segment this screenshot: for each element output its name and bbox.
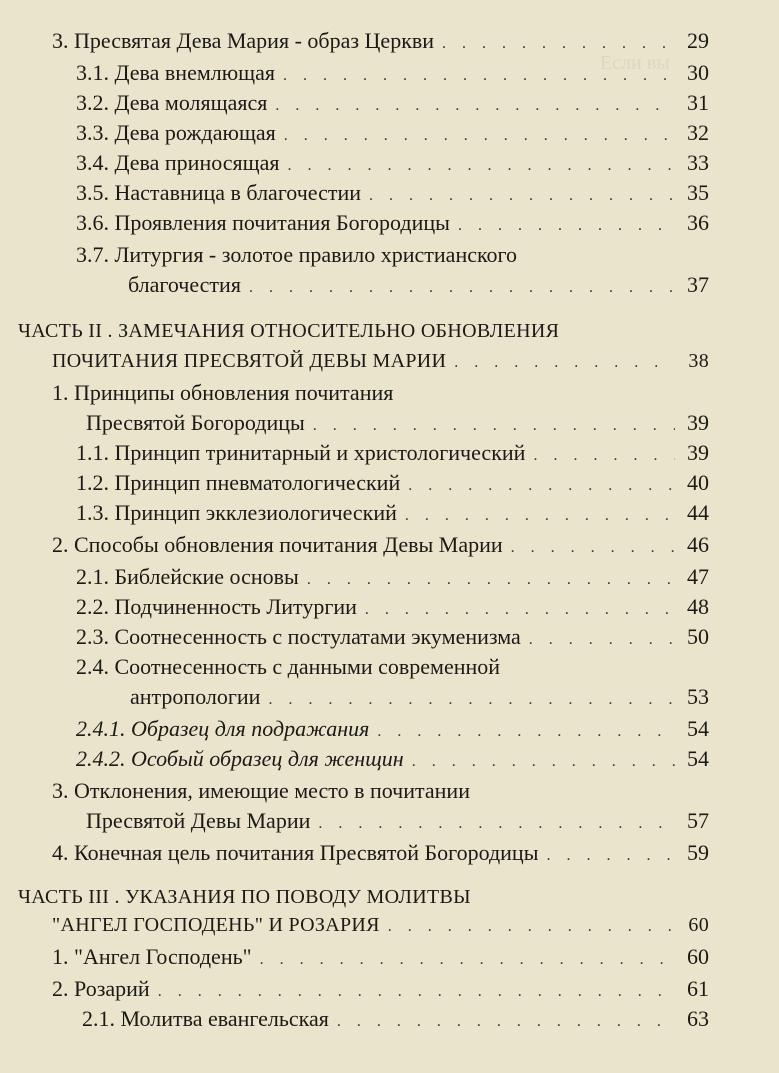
toc-page-number: 35 — [687, 180, 709, 205]
toc-entry-title: 2.1. Библейские основы — [76, 564, 299, 589]
toc-line — [52, 976, 709, 1005]
toc-entry-title: антропологии — [130, 684, 261, 709]
toc-line — [76, 654, 709, 680]
bleed-through-text: Если вы — [600, 52, 670, 74]
toc-line — [76, 564, 709, 593]
toc-entry-title: 3.6. Проявления почитания Богородицы — [76, 210, 450, 235]
dot-leader — [412, 749, 675, 775]
dot-leader — [405, 503, 675, 529]
toc-entry-title: 2. Розарий — [52, 976, 150, 1001]
toc-entry-title: 1. Принципы обновления почитания — [52, 380, 394, 405]
dot-leader — [388, 914, 675, 940]
toc-line — [18, 884, 709, 910]
toc-page-number: 63 — [687, 1006, 709, 1031]
toc-entry-title: 3.1. Дева внемлющая — [76, 60, 275, 85]
toc-entry-title: 3.4. Дева приносящая — [76, 150, 280, 175]
dot-leader — [454, 350, 675, 376]
toc-page-number: 57 — [687, 808, 709, 833]
dot-leader — [275, 93, 675, 119]
toc-page-number: 54 — [687, 746, 709, 771]
toc-line — [76, 60, 709, 89]
toc-entry-title: 2.3. Соотнесенность с постулатами экуменизма — [76, 624, 521, 649]
toc-page-number: 46 — [687, 532, 709, 557]
dot-leader — [283, 63, 675, 89]
toc-page-number: 36 — [687, 210, 709, 235]
toc-line — [86, 808, 709, 837]
toc-line — [82, 1006, 709, 1035]
toc-entry-title: 2.1. Молитва евангельская — [82, 1006, 329, 1031]
toc-entry-title: 3.7. Литургия - золотое правило христианского — [76, 242, 518, 267]
part-title: ЧАСТЬ III . УКАЗАНИЯ ПО ПОВОДУ МОЛИТВЫ — [18, 886, 471, 908]
toc-page-number: 39 — [687, 440, 709, 465]
toc-page-number: 37 — [687, 272, 709, 297]
toc-line — [52, 348, 709, 376]
dot-leader — [529, 627, 675, 653]
dot-leader — [377, 719, 675, 745]
dot-leader — [442, 31, 675, 57]
toc-entry-title: Пресвятой Богородицы — [86, 410, 305, 435]
toc-line — [76, 500, 709, 529]
toc-line — [52, 912, 709, 940]
dot-leader — [268, 687, 675, 713]
toc-line — [52, 778, 709, 804]
toc-page-number: 47 — [687, 564, 709, 589]
toc-line — [76, 440, 709, 469]
toc-page-number: 31 — [687, 90, 709, 115]
toc-entry-title: 3.5. Наставница в благочестии — [76, 180, 362, 205]
toc-line — [76, 746, 709, 775]
toc-page-number: 40 — [687, 470, 709, 495]
toc-page-number: 53 — [687, 684, 709, 709]
toc-line — [76, 470, 709, 499]
toc-line — [76, 624, 709, 653]
toc-line — [86, 410, 709, 439]
toc-page-number: 54 — [687, 716, 709, 741]
part-title: ПОЧИТАНИЯ ПРЕСВЯТОЙ ДЕВЫ МАРИИ — [52, 350, 447, 372]
dot-leader — [313, 413, 675, 439]
toc-entry-title: 2.4. Соотнесенность с данными современной — [76, 654, 501, 679]
toc-line — [76, 180, 709, 209]
toc-page-number: 30 — [687, 60, 709, 85]
toc-entry-title: 1.2. Принцип пневматологический — [76, 470, 401, 495]
toc-entry-title: 3.3. Дева рождающая — [76, 120, 276, 145]
toc-entry-title: 3. Отклонения, имеющие место в почитании — [52, 778, 470, 803]
toc-entry-title: 3. Пресвятая Дева Мария - образ Церкви — [52, 28, 435, 53]
dot-leader — [260, 947, 675, 973]
toc-page-number: 29 — [687, 28, 709, 53]
toc-entry-title: 2.2. Подчиненность Литургии — [76, 594, 357, 619]
toc-page-number: 61 — [687, 976, 709, 1001]
dot-leader — [533, 443, 675, 469]
dot-leader — [369, 183, 675, 209]
dot-leader — [546, 843, 675, 869]
dot-leader — [511, 535, 675, 561]
toc-line — [52, 28, 709, 57]
dot-leader — [318, 811, 675, 837]
toc-page-number: 60 — [688, 914, 709, 936]
toc-entry-title: 2.4.1. Образец для подражания — [76, 716, 370, 741]
dot-leader — [287, 153, 675, 179]
dot-leader — [158, 979, 675, 1005]
dot-leader — [249, 275, 675, 301]
toc-page-number: 50 — [687, 624, 709, 649]
dot-leader — [458, 213, 675, 239]
toc-line — [76, 716, 709, 745]
toc-entry-title: 2. Способы обновления почитания Девы Марии — [52, 532, 503, 557]
dot-leader — [337, 1009, 675, 1035]
toc-line — [52, 840, 709, 869]
toc-entry-title: 1.3. Принцип экклезиологический — [76, 500, 397, 525]
toc-entry-title: 3.2. Дева молящаяся — [76, 90, 268, 115]
dot-leader — [408, 473, 675, 499]
toc-line — [76, 242, 709, 268]
toc-page-number: 48 — [687, 594, 709, 619]
dot-leader — [365, 597, 675, 623]
toc-line — [18, 318, 709, 344]
toc-entry-title: благочестия — [128, 272, 241, 297]
toc-page-number: 32 — [687, 120, 709, 145]
toc-line — [52, 380, 709, 406]
toc-entry-title: 4. Конечная цель почитания Пресвятой Богородицы — [52, 840, 539, 865]
part-title: ЧАСТЬ II . ЗАМЕЧАНИЯ ОТНОСИТЕЛЬНО ОБНОВЛЕНИЯ — [18, 320, 560, 342]
toc-line — [52, 944, 709, 973]
toc-page-number: 38 — [688, 350, 709, 372]
toc-line — [52, 532, 709, 561]
toc-page-number: 39 — [687, 410, 709, 435]
toc-page-number: 59 — [687, 840, 709, 865]
toc-page-number: 60 — [687, 944, 709, 969]
toc-line — [76, 90, 709, 119]
toc-entry-title: 1.1. Принцип тринитарный и христологический — [76, 440, 526, 465]
toc-line — [76, 120, 709, 149]
toc-page-number: 33 — [687, 150, 709, 175]
part-title: "АНГЕЛ ГОСПОДЕНЬ" И РОЗАРИЯ — [52, 914, 380, 936]
toc-line — [128, 272, 709, 301]
toc-entry-title: Пресвятой Девы Марии — [86, 808, 311, 833]
toc-entry-title: 1. "Ангел Господень" — [52, 944, 252, 969]
dot-leader — [284, 123, 675, 149]
toc-page-number: 44 — [687, 500, 709, 525]
toc-line — [76, 594, 709, 623]
toc-entry-title: 2.4.2. Особый образец для женщин — [76, 746, 404, 771]
dot-leader — [307, 567, 675, 593]
toc-line — [76, 210, 709, 239]
toc-line — [76, 150, 709, 179]
toc-line — [130, 684, 709, 713]
